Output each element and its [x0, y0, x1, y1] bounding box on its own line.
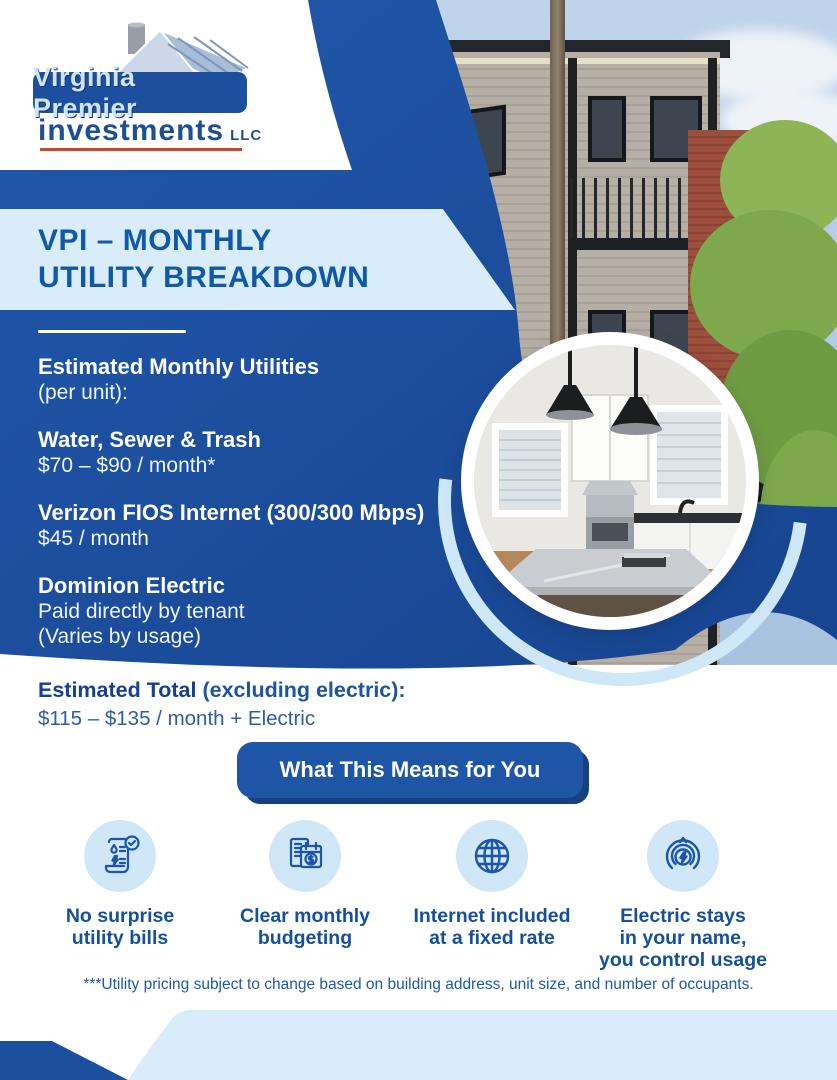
estimated-total-bold: Estimated Total — [38, 678, 197, 702]
utility-value: Paid directly by tenant — [38, 600, 245, 623]
logo-badge — [33, 61, 247, 123]
utility-item-internet — [38, 499, 468, 551]
benefit-label — [207, 905, 403, 949]
benefit-no-surprise-bills — [22, 820, 218, 949]
utility-name: Verizon FIOS Internet (300/300 Mbps) — [38, 500, 425, 525]
utility-item-electric — [38, 572, 468, 649]
benefit-internet-included — [394, 820, 590, 949]
benefit-clear-budgeting — [207, 820, 403, 949]
utility-item-water — [38, 426, 468, 478]
company-logo — [28, 22, 268, 152]
utilities-heading: Estimated Monthly Utilities — [38, 354, 320, 379]
electric-meter-icon — [659, 832, 707, 880]
benefit-label-line: Internet included — [413, 905, 571, 927]
benefit-label-line: budgeting — [257, 927, 353, 949]
utility-value: $45 / month — [38, 527, 149, 550]
icon-circle — [84, 820, 156, 892]
benefit-label-line: No surprise — [65, 905, 175, 927]
kitchen-photo-circle — [461, 332, 759, 630]
utilities-heading-sub: (per unit): — [38, 381, 128, 404]
benefit-label-line: at a fixed rate — [429, 927, 555, 949]
page-title-line2: UTILITY BREAKDOWN — [38, 261, 370, 294]
benefit-label — [585, 905, 781, 971]
estimated-total-value: $115 – $135 / month + Electric — [38, 707, 316, 730]
estimated-total-label — [38, 678, 406, 703]
kitchen-photo — [474, 345, 746, 617]
logo-underline — [40, 148, 242, 151]
bottom-dark-wedge — [0, 1041, 128, 1080]
benefit-label-line: utility bills — [71, 927, 169, 949]
utility-bill-check-icon — [96, 832, 144, 880]
icon-circle — [456, 820, 528, 892]
pricing-disclaimer: ***Utility pricing subject to change based on building address, unit size, and number of occupants. — [83, 976, 754, 993]
what-this-means-button[interactable]: What This Means for You — [237, 742, 583, 798]
utility-value: $70 – $90 / month* — [38, 454, 216, 477]
benefit-label — [394, 905, 590, 949]
globe-icon — [468, 832, 516, 880]
benefit-label-line: in your name, — [619, 927, 747, 949]
benefit-label-line: Clear monthly — [239, 905, 371, 927]
benefit-label — [22, 905, 218, 949]
estimated-total-rest: (excluding electric): — [196, 678, 406, 702]
kitchen-art — [474, 345, 746, 617]
page-title — [38, 222, 369, 296]
icon-circle — [647, 820, 719, 892]
bottom-band — [128, 1010, 837, 1080]
benefit-label-line: you control usage — [599, 949, 767, 971]
icon-circle — [269, 820, 341, 892]
logo-llc-text: LLC — [230, 127, 263, 144]
calendar-budget-icon — [281, 832, 329, 880]
logo-investments-text: investments — [38, 114, 225, 147]
estimated-total-section — [38, 678, 406, 731]
utility-value: (Varies by usage) — [38, 625, 202, 648]
benefit-label-line: Electric stays — [620, 905, 746, 927]
utility-name: Dominion Electric — [38, 573, 226, 598]
utility-name: Water, Sewer & Trash — [38, 427, 261, 452]
benefit-electric-your-name — [585, 820, 781, 971]
section-divider — [38, 330, 186, 333]
page-title-line1: VPI – MONTHLY — [38, 224, 272, 257]
logo-name-line2 — [38, 114, 268, 148]
logo-name-line1: Virginia Premier — [33, 61, 138, 123]
utilities-section — [38, 330, 468, 649]
